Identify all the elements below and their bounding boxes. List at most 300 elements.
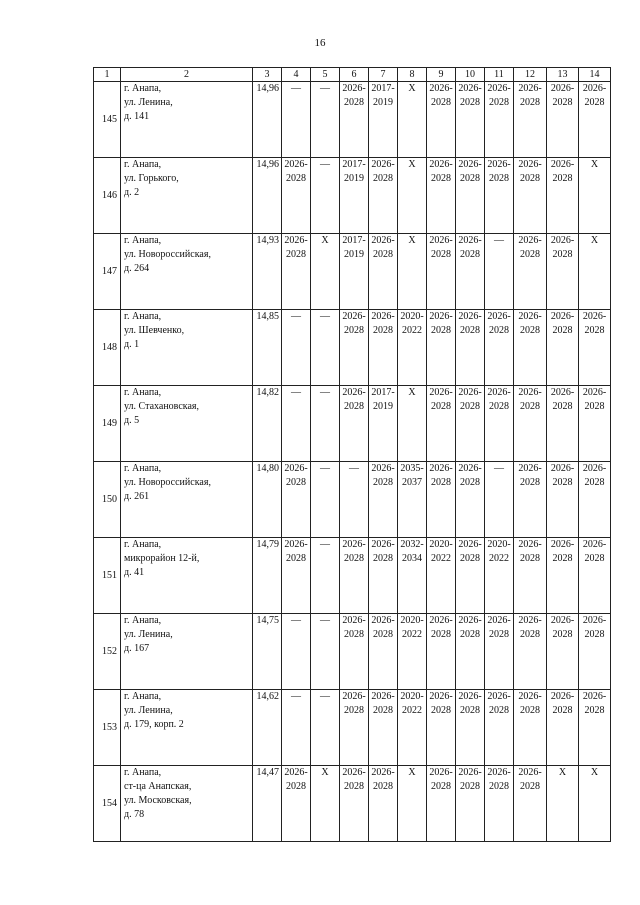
period-text: Х [590,235,599,246]
row-number: 149 [94,386,121,462]
period-text: — [291,691,301,702]
period-cell [398,386,427,462]
period-text: 2020- 2022 [400,311,424,336]
period-text: 2020- 2022 [400,691,424,716]
period-text: 2026- 2028 [429,463,453,488]
address-line: ул. Шевченко, [124,325,185,336]
period-text: Х [558,767,567,778]
period-text: 2026- 2028 [550,387,575,412]
period-text: 2026- 2028 [429,83,453,108]
address-line: микрорайон 12-й, [124,553,200,564]
period-cell [579,538,611,614]
period-cell [427,386,456,462]
period-cell [398,690,427,766]
period-text: 2026- 2028 [284,539,308,564]
period-text: 2026- 2028 [342,691,366,716]
period-text: 2026- 2028 [487,159,511,184]
period-text: 2026- 2028 [371,691,395,716]
period-cell [340,538,369,614]
column-header: 1 [94,68,121,82]
period-cell [282,386,311,462]
period-cell [398,158,427,234]
period-cell [282,538,311,614]
period-cell [398,234,427,310]
period-text: 2026- 2028 [487,691,511,716]
period-text: 2026- 2028 [582,463,607,488]
period-cell [514,462,547,538]
period-cell [547,690,579,766]
period-cell [514,386,547,462]
period-text: — [320,539,330,550]
period-cell [398,462,427,538]
address-line: г. Анапа, [124,159,162,170]
period-text: 2026- 2028 [284,159,308,184]
period-text: 2026- 2028 [518,83,542,108]
table-row [94,462,611,538]
period-cell [456,234,485,310]
period-text: Х [408,387,416,398]
period-cell [311,690,340,766]
period-cell [579,386,611,462]
period-cell [547,386,579,462]
period-cell [427,234,456,310]
period-text: 2026- 2028 [371,539,395,564]
period-cell [514,690,547,766]
table-row [94,766,611,842]
period-cell [311,538,340,614]
period-text: 2026- 2028 [550,83,575,108]
period-cell [427,690,456,766]
index-value-cell: 14,79 [253,538,282,614]
period-cell [282,690,311,766]
period-cell [398,614,427,690]
period-cell [427,538,456,614]
period-cell [369,158,398,234]
period-text: 2026- 2028 [582,387,607,412]
period-text: 2026- 2028 [342,539,366,564]
address-line: д. 141 [124,111,150,122]
period-text: 2026- 2028 [518,463,542,488]
row-number: 147 [94,234,121,310]
index-value-cell: 14,93 [253,234,282,310]
address-line: ул. Горького, [124,173,179,184]
address-line: ул. Новороссийская, [124,249,211,260]
address-line: г. Анапа, [124,615,162,626]
table-row [94,614,611,690]
period-text: 2026- 2028 [429,311,453,336]
address-cell [121,158,253,234]
period-text: — [291,311,301,322]
period-text: Х [590,767,599,778]
period-text: 2026- 2028 [582,615,607,640]
period-cell [369,462,398,538]
period-text: 2026- 2028 [371,159,395,184]
period-cell [456,690,485,766]
period-cell [369,82,398,158]
period-cell [579,82,611,158]
period-cell [340,766,369,842]
period-cell [369,766,398,842]
period-cell [311,158,340,234]
period-text: 2026- 2028 [429,615,453,640]
address-line: д. 2 [124,187,140,198]
address-line: г. Анапа, [124,463,162,474]
period-text: 2026- 2028 [284,463,308,488]
period-cell [485,614,514,690]
period-cell [340,690,369,766]
period-cell [340,158,369,234]
period-text: 2026- 2028 [458,539,482,564]
period-cell [340,82,369,158]
period-text: 2026- 2028 [458,235,482,260]
period-text: 2026- 2028 [487,311,511,336]
row-number: 151 [94,538,121,614]
column-header: 7 [369,68,398,82]
period-cell [514,82,547,158]
period-text: — [291,615,301,626]
period-cell [547,614,579,690]
address-line: ул. Ленина, [124,629,173,640]
period-cell [282,158,311,234]
period-cell [340,386,369,462]
period-cell [456,614,485,690]
period-text: 2026- 2028 [582,539,607,564]
row-number: 148 [94,310,121,386]
address-line: ст-ца Анапская, [124,781,192,792]
period-cell [514,538,547,614]
address-line: д. 5 [124,415,140,426]
header-row [94,68,611,82]
period-cell [427,462,456,538]
period-cell [282,310,311,386]
period-cell [340,462,369,538]
index-value-cell: 14,96 [253,82,282,158]
period-text: 2026- 2028 [284,767,308,792]
period-text: Х [590,159,599,170]
period-cell [398,310,427,386]
table-row [94,538,611,614]
period-cell [485,766,514,842]
address-line: ул. Стахановская, [124,401,200,412]
column-header: 9 [427,68,456,82]
period-cell [427,310,456,386]
period-cell [456,766,485,842]
period-cell [579,766,611,842]
address-cell [121,614,253,690]
period-cell [427,82,456,158]
period-cell [311,462,340,538]
period-cell [369,386,398,462]
period-text: 2026- 2028 [487,767,511,792]
period-text: 2026- 2028 [458,159,482,184]
period-text: 2026- 2028 [371,767,395,792]
period-text: 2026- 2028 [518,311,542,336]
period-text: Х [408,235,416,246]
row-number: 153 [94,690,121,766]
period-cell [485,538,514,614]
address-line: ул. Новороссийская, [124,477,211,488]
period-text: — [320,387,330,398]
period-text: 2035- 2037 [400,463,424,488]
period-text: 2026- 2028 [582,691,607,716]
period-cell [311,234,340,310]
address-line: ул. Московская, [124,795,192,806]
period-cell [547,310,579,386]
period-cell [547,766,579,842]
period-cell [547,234,579,310]
period-text: 2026- 2028 [458,463,482,488]
period-cell [579,462,611,538]
column-header: 14 [579,68,611,82]
address-cell [121,310,253,386]
period-cell [547,538,579,614]
address-cell [121,82,253,158]
period-text: — [494,235,504,246]
column-header: 2 [121,68,253,82]
address-cell [121,386,253,462]
period-text: 2026- 2028 [550,539,575,564]
period-cell [514,614,547,690]
address-line: ул. Ленина, [124,97,173,108]
index-value-cell: 14,85 [253,310,282,386]
column-header: 13 [547,68,579,82]
period-text: 2026- 2028 [487,615,511,640]
period-cell [427,158,456,234]
period-cell [579,234,611,310]
period-text: 2026- 2028 [371,615,395,640]
period-cell [514,310,547,386]
period-text: Х [408,83,416,94]
period-cell [456,310,485,386]
address-line: д. 167 [124,643,150,654]
period-text: — [320,83,330,94]
period-cell [311,766,340,842]
period-text: 2026- 2028 [550,311,575,336]
period-text: 2026- 2028 [550,463,575,488]
period-cell [427,614,456,690]
column-header: 8 [398,68,427,82]
repair-schedule-table [93,67,611,842]
period-text: 2020- 2022 [400,615,424,640]
period-cell [485,310,514,386]
period-cell [456,538,485,614]
period-cell [485,234,514,310]
period-text: 2026- 2028 [487,83,511,108]
address-cell [121,462,253,538]
period-cell [579,158,611,234]
period-cell [456,386,485,462]
period-cell [311,386,340,462]
period-text: 2026- 2028 [458,615,482,640]
period-text: Х [408,159,416,170]
period-cell [369,310,398,386]
period-cell [485,158,514,234]
period-cell [485,462,514,538]
period-text: Х [408,767,416,778]
period-cell [311,614,340,690]
period-cell [427,766,456,842]
period-text: 2017- 2019 [371,387,395,412]
period-text: 2026- 2028 [429,235,453,260]
period-text: 2026- 2028 [458,691,482,716]
address-cell [121,538,253,614]
period-cell [579,690,611,766]
row-number: 145 [94,82,121,158]
address-cell [121,766,253,842]
period-text: 2026- 2028 [342,311,366,336]
period-text: — [349,463,359,474]
index-value-cell: 14,80 [253,462,282,538]
period-cell [547,158,579,234]
period-text: 2026- 2028 [342,615,366,640]
period-cell [398,82,427,158]
period-text: 2026- 2028 [458,767,482,792]
column-header: 12 [514,68,547,82]
period-cell [282,462,311,538]
period-cell [547,462,579,538]
period-text: — [320,311,330,322]
period-text: 2026- 2028 [487,387,511,412]
column-header: 6 [340,68,369,82]
period-text: 2026- 2028 [550,235,575,260]
address-line: ул. Ленина, [124,705,173,716]
period-cell [340,234,369,310]
period-text: 2026- 2028 [342,767,366,792]
period-cell [485,82,514,158]
period-text: 2026- 2028 [582,83,607,108]
address-line: г. Анапа, [124,311,162,322]
address-line: г. Анапа, [124,387,162,398]
address-line: г. Анапа, [124,235,162,246]
period-text: 2026- 2028 [458,387,482,412]
period-text: Х [321,235,329,246]
period-text: 2026- 2028 [582,311,607,336]
period-text: 2026- 2028 [518,235,542,260]
address-line: д. 41 [124,567,145,578]
table-row [94,82,611,158]
table-row [94,690,611,766]
table-body [94,68,611,842]
period-text: 2026- 2028 [429,691,453,716]
period-cell [282,614,311,690]
period-text: 2026- 2028 [518,159,542,184]
period-cell [340,310,369,386]
row-number: 154 [94,766,121,842]
period-text: 2026- 2028 [518,691,542,716]
period-cell [369,614,398,690]
period-text: 2026- 2028 [518,539,542,564]
period-cell [485,690,514,766]
period-text: 2026- 2028 [518,767,542,792]
table-row [94,310,611,386]
period-text: Х [321,767,329,778]
period-text: 2026- 2028 [550,159,575,184]
address-line: г. Анапа, [124,767,162,778]
period-text: 2020- 2022 [429,539,453,564]
period-text: 2026- 2028 [429,159,453,184]
period-cell [282,234,311,310]
period-text: 2026- 2028 [371,311,395,336]
table-row [94,386,611,462]
column-header: 11 [485,68,514,82]
row-number: 150 [94,462,121,538]
address-line: д. 1 [124,339,140,350]
period-text: 2017- 2019 [342,235,366,260]
period-cell [514,158,547,234]
column-header: 5 [311,68,340,82]
period-text: 2026- 2028 [371,235,395,260]
period-cell [311,82,340,158]
period-text: 2026- 2028 [518,387,542,412]
address-line: г. Анапа, [124,691,162,702]
period-text: — [320,691,330,702]
period-cell [282,82,311,158]
period-cell [456,462,485,538]
row-number: 152 [94,614,121,690]
period-text: — [320,159,330,170]
address-line: г. Анапа, [124,83,162,94]
period-text: 2026- 2028 [429,387,453,412]
table-row [94,158,611,234]
period-cell [398,538,427,614]
period-text: — [291,83,301,94]
period-cell [547,82,579,158]
period-text: 2020- 2022 [487,539,511,564]
period-text: — [320,615,330,626]
period-cell [369,234,398,310]
period-text: 2026- 2028 [518,615,542,640]
period-text: 2017- 2019 [342,159,366,184]
period-text: 2026- 2028 [284,235,308,260]
period-text: 2026- 2028 [371,463,395,488]
address-line: д. 261 [124,491,150,502]
period-text: 2017- 2019 [371,83,395,108]
address-line: д. 78 [124,809,145,820]
period-cell [340,614,369,690]
period-text: 2032- 2034 [400,539,424,564]
period-cell [398,766,427,842]
index-value-cell: 14,75 [253,614,282,690]
period-cell [579,310,611,386]
period-cell [514,234,547,310]
page-number: 16 [314,37,326,49]
column-header: 4 [282,68,311,82]
period-cell [579,614,611,690]
period-cell [369,690,398,766]
address-cell [121,234,253,310]
column-header: 3 [253,68,282,82]
address-line: д. 264 [124,263,150,274]
period-text: 2026- 2028 [342,83,366,108]
period-cell [282,766,311,842]
address-line: д. 179, корп. 2 [124,719,184,730]
column-header: 10 [456,68,485,82]
index-value-cell: 14,96 [253,158,282,234]
index-value-cell: 14,47 [253,766,282,842]
index-value-cell: 14,82 [253,386,282,462]
address-cell [121,690,253,766]
period-text: 2026- 2028 [458,311,482,336]
period-text: 2026- 2028 [458,83,482,108]
period-cell [456,158,485,234]
period-text: — [291,387,301,398]
index-value-cell: 14,62 [253,690,282,766]
address-line: г. Анапа, [124,539,162,550]
period-cell [456,82,485,158]
period-text: 2026- 2028 [429,767,453,792]
row-number: 146 [94,158,121,234]
table-row [94,234,611,310]
